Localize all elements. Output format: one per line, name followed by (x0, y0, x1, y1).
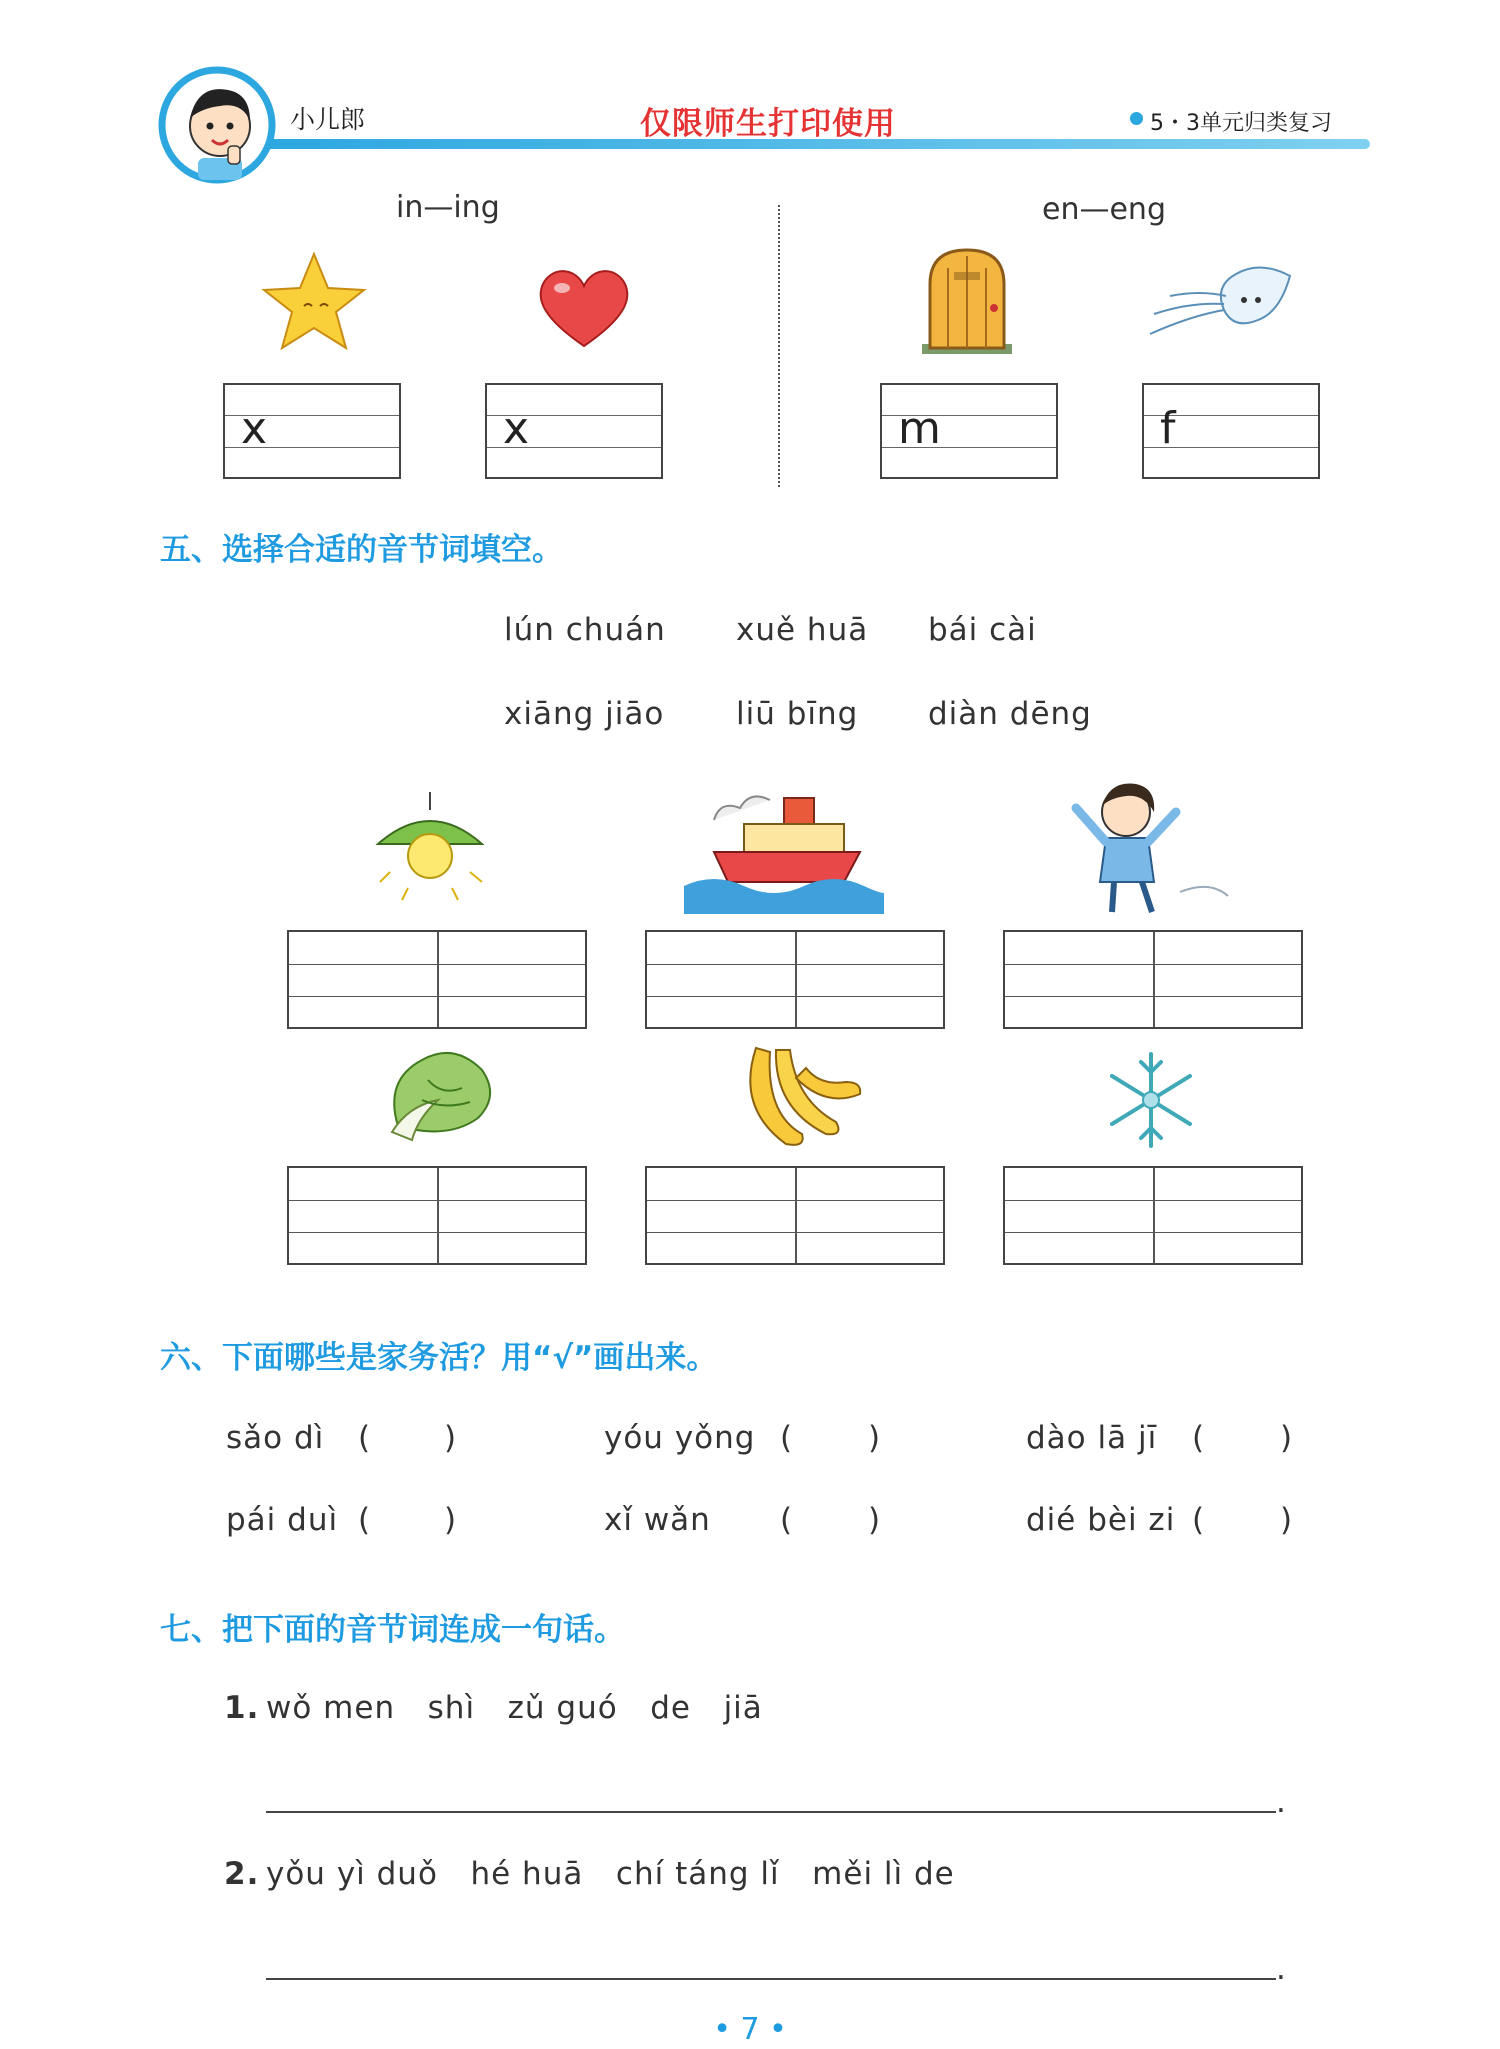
end-period: . (1276, 1784, 1287, 1820)
pair-title-in-ing: in—ing (396, 190, 500, 225)
skating-girl-icon (1060, 772, 1236, 922)
print-watermark: 仅限师生打印使用 (640, 106, 896, 142)
word-option: bái cài (928, 612, 1037, 648)
wind-icon (1140, 256, 1300, 352)
check-paren-open[interactable]: ( (1192, 1420, 1205, 1456)
check-paren-open[interactable]: ( (780, 1502, 793, 1538)
answer-grid-banana[interactable] (645, 1166, 945, 1265)
chore-item: yóu yǒng (604, 1420, 756, 1456)
page-number: • 7 • (713, 2012, 787, 2047)
writing-box-door[interactable] (880, 383, 1058, 479)
answer-grid-skating[interactable] (1003, 930, 1303, 1029)
dotted-divider (778, 205, 780, 487)
answer-grid-snowflake[interactable] (1003, 1166, 1303, 1265)
banana-icon (736, 1038, 864, 1150)
question-2-words: yǒu yì duǒ hé huā chí táng lǐ měi lì de (266, 1856, 955, 1892)
unit-bullet-icon (1130, 112, 1143, 125)
check-paren-open[interactable]: ( (358, 1420, 371, 1456)
initial-letter-x: x (503, 403, 530, 454)
word-option: xuě huā (736, 612, 869, 648)
chore-item: sǎo dì (226, 1420, 325, 1456)
answer-grid-ship[interactable] (645, 930, 945, 1029)
check-paren-close[interactable]: ) (1280, 1502, 1293, 1538)
heart-icon (528, 262, 640, 352)
check-paren-open[interactable]: ( (358, 1502, 371, 1538)
writing-box-star[interactable] (223, 383, 401, 479)
section6-title: 六、下面哪些是家务活？用“√”画出来。 (160, 1340, 718, 1376)
brand-name: 小儿郎 (290, 105, 366, 134)
chore-item: dié bèi zi (1026, 1502, 1176, 1538)
cabbage-icon (378, 1040, 502, 1144)
word-option: xiāng jiāo (504, 696, 665, 732)
check-paren-close[interactable]: ) (444, 1420, 457, 1456)
initial-letter-m: m (898, 403, 941, 454)
check-paren-open[interactable]: ( (780, 1420, 793, 1456)
chore-item: dào lā jī (1026, 1420, 1158, 1456)
chore-item: xǐ wǎn (604, 1502, 711, 1538)
writing-box-wind[interactable] (1142, 383, 1320, 479)
check-paren-open[interactable]: ( (1192, 1502, 1205, 1538)
boy-mascot-icon (158, 66, 276, 184)
ship-icon (684, 780, 884, 914)
question-number: 2. (224, 1856, 260, 1892)
answer-grid-lamp[interactable] (287, 930, 587, 1029)
snowflake-icon (1104, 1048, 1198, 1152)
check-paren-close[interactable]: ) (1280, 1420, 1293, 1456)
question-number: 1. (224, 1690, 260, 1726)
pair-title-en-eng: en—eng (1042, 192, 1166, 227)
initial-letter-x: x (241, 403, 268, 454)
initial-letter-f: f (1160, 403, 1176, 454)
answer-line-1[interactable] (266, 1811, 1276, 1813)
answer-line-2[interactable] (266, 1978, 1276, 1980)
word-option: lún chuán (504, 612, 666, 648)
check-paren-close[interactable]: ) (868, 1420, 881, 1456)
writing-box-heart[interactable] (485, 383, 663, 479)
word-option: liū bīng (736, 696, 859, 732)
answer-grid-cabbage[interactable] (287, 1166, 587, 1265)
word-option: diàn dēng (928, 696, 1092, 732)
check-paren-close[interactable]: ) (868, 1502, 881, 1538)
door-icon (918, 244, 1016, 356)
star-icon (258, 248, 370, 358)
lamp-icon (368, 792, 508, 902)
chore-item: pái duì (226, 1502, 339, 1538)
check-paren-close[interactable]: ) (444, 1502, 457, 1538)
end-period: . (1276, 1951, 1287, 1987)
unit-title: 5・3单元归类复习 (1150, 111, 1332, 136)
section5-title: 五、选择合适的音节词填空。 (160, 532, 563, 568)
question-1-words: wǒ men shì zǔ guó de jiā (266, 1690, 763, 1726)
section7-title: 七、把下面的音节词连成一句话。 (160, 1612, 625, 1648)
